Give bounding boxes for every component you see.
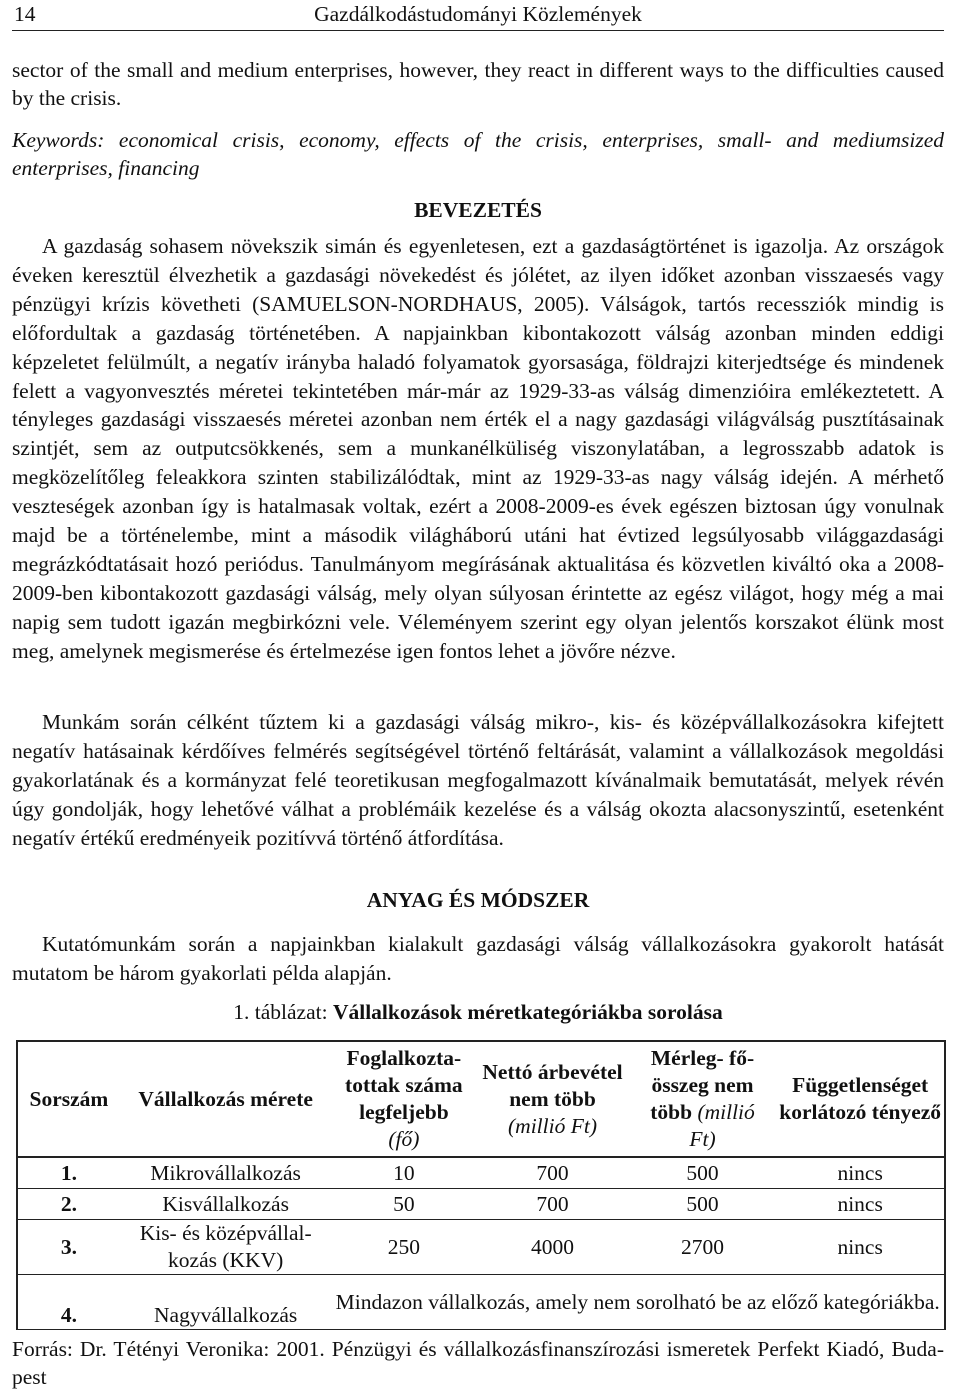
row-employees: 50 — [331, 1189, 476, 1220]
row-size: Nagyvállalkozás — [120, 1275, 332, 1330]
row-balance: 500 — [629, 1157, 777, 1189]
header-revenue-unit: (millió Ft) — [508, 1113, 597, 1138]
row-employees: 10 — [331, 1157, 476, 1189]
row-size: Mikrovállalkozás — [120, 1157, 332, 1189]
row-balance: 500 — [629, 1189, 777, 1220]
header-employees-unit: (fő) — [388, 1127, 420, 1151]
table-source: Forrás: Dr. Tétényi Veronika: 2001. Pénzügyi és vállalkozásfinanszírozási ismeretek Perfekt Kiadó, Budapest — [12, 1337, 944, 1389]
row-num: 1. — [17, 1157, 120, 1189]
row-num: 4. — [17, 1275, 120, 1330]
row-independence: nincs — [776, 1220, 945, 1275]
method-paragraph-block — [12, 930, 944, 988]
header-employees-label: Foglalkoztatottak száma legfeljebb — [345, 1046, 463, 1124]
intro-paragraph-2-block — [12, 708, 944, 853]
intro-paragraph-2: Munkám során célként tűztem ki a gazdasági válság mikro-, kis- és középvállalkozásokra kifejtett negatív hatásainak kérdőíves felmérés segítségével történő feltárását, valamint a vállalkozások megoldási gyakorlatának és a kormányzat felé teoretikusan megfogalmazott kívánalmaik bemutatását, melyek révén úgy gondolják, hogy lehetővé válhat a problémáik kezelése és a válság okozta alacsonyszintű, esetenként negatív értékű eredményeik pozitívvá történő átfordítása. — [12, 710, 944, 850]
header-size: Vállalkozás mérete — [120, 1041, 332, 1157]
method-paragraph: Kutatómunkám során a napjainkban kialakult gazdasági válság vállalkozásokra gyakorolt hatását mutatom be három gyakorlati példa alapján. — [12, 932, 944, 985]
row-merged-note: Mindazon vállalkozás, amely nem sorolható be az előző kategóriákba. — [331, 1275, 945, 1330]
header-balance — [629, 1041, 777, 1157]
header-sorszam: Sorszám — [17, 1041, 120, 1157]
table-row — [17, 1275, 945, 1330]
row-balance: 2700 — [629, 1220, 777, 1275]
table-row — [17, 1157, 945, 1189]
intro-paragraph-1-block — [12, 232, 944, 666]
row-num: 3. — [17, 1220, 120, 1275]
size-category-table — [16, 1040, 946, 1330]
running-header — [12, 0, 944, 31]
section-heading-method: ANYAG ÉS MÓDSZER — [366, 888, 590, 912]
table-caption-prefix: 1. táblázat: — [233, 1000, 333, 1024]
section-heading-intro: BEVEZETÉS — [414, 198, 542, 222]
row-independence: nincs — [776, 1189, 945, 1220]
row-num: 2. — [17, 1189, 120, 1220]
table-caption — [12, 1000, 944, 1025]
page-number: 14 — [14, 2, 36, 26]
header-revenue — [476, 1041, 628, 1157]
table-row — [17, 1189, 945, 1220]
row-revenue: 4000 — [476, 1220, 628, 1275]
row-revenue: 700 — [476, 1157, 628, 1189]
row-revenue: 700 — [476, 1189, 628, 1220]
header-balance-unit-b: Ft) — [689, 1127, 716, 1151]
keywords: Keywords: economical crisis, economy, effects of the crisis, enterprises, small- and mediumsized enterprises, financing — [12, 128, 944, 180]
header-balance-label: Mérleg- főösszeg nem több — [650, 1046, 755, 1124]
table-row — [17, 1220, 945, 1275]
table-header-row — [17, 1041, 945, 1157]
row-independence: nincs — [776, 1157, 945, 1189]
journal-title: Gazdálkodástudományi Közlemények — [314, 2, 642, 26]
row-employees: 250 — [331, 1220, 476, 1275]
header-balance-unit-a: (millió — [697, 1100, 755, 1124]
header-independence: Függetlenséget korlátozó tényező — [776, 1041, 945, 1157]
table-caption-title: Vállalkozások méretkategóriákba sorolása — [332, 1000, 723, 1024]
row-size: Kis- és középvállalkozás (KKV) — [120, 1220, 332, 1275]
header-revenue-label: Nettó árbevétel nem több — [482, 1059, 623, 1111]
intro-paragraph-1: A gazdaság sohasem növekszik simán és egyenletesen, ezt a gazdaságtörténet is igazolja. Az országok éveken keresztül élvezhetik a gazdasági növekedést és jólétet, az ilyen időket azonban visszaesés vagy pénzügyi krízis követheti (SAMUELSON-NORDHAUS, 2005). Válságok, tartós recessziók mindig is előfordultak a gazdaság történetében. A napjainkban kibontakozott válság azonban minden eddigi képzeletet felülmúlt, a negatív irányba haladó folyamatok gyorsasága, földrajzi kiterjedtsége és mindenek felett a vagyonvesztés méretei tekintetében már-már az 1929-33-as válság dimenzióira emlékeztetett. A tényleges gazdasági visszaesés méretei azonban nem érték el a nagy gazdasági világválság pusztításainak szintjét, sem az outputcsökkenés, sem a munkanélküliség viszonylatában, a legrosszabb adatok is megközelítőleg feleakkora szinten stabilizálódtak, mint az 1929-33-as nagy válság idején. A mérhető veszteségek azonban így is hatalmasak voltak, ezért a 2008-2009-es évek egészen biztosan úgy vonulnak majd be a történelembe, mint a második világháború utáni hat évtized legsúlyosabb világgazdasági megrázkódtatásait hozó periódus. Tanulmányom megírásának aktualitása és közvetlen kiváltó oka a 2008-2009-ben kibontakozott gazdasági válság, mely olyan súlyosan érintette az egész világot, hogy még a mai napig sem tudott igazán megbirkózni vele. Véleményem szerint egy olyan jelentős korszakot élünk most meg, amelynek megismerése és értelmezése igen fontos lehet a jövőre nézve. — [12, 234, 944, 663]
abstract-end: sector of the small and medium enterprises, however, they react in different ways to the difficulties caused by the crisis. — [12, 58, 944, 110]
header-employees — [331, 1041, 476, 1157]
row-size: Kisvállalkozás — [120, 1189, 332, 1220]
